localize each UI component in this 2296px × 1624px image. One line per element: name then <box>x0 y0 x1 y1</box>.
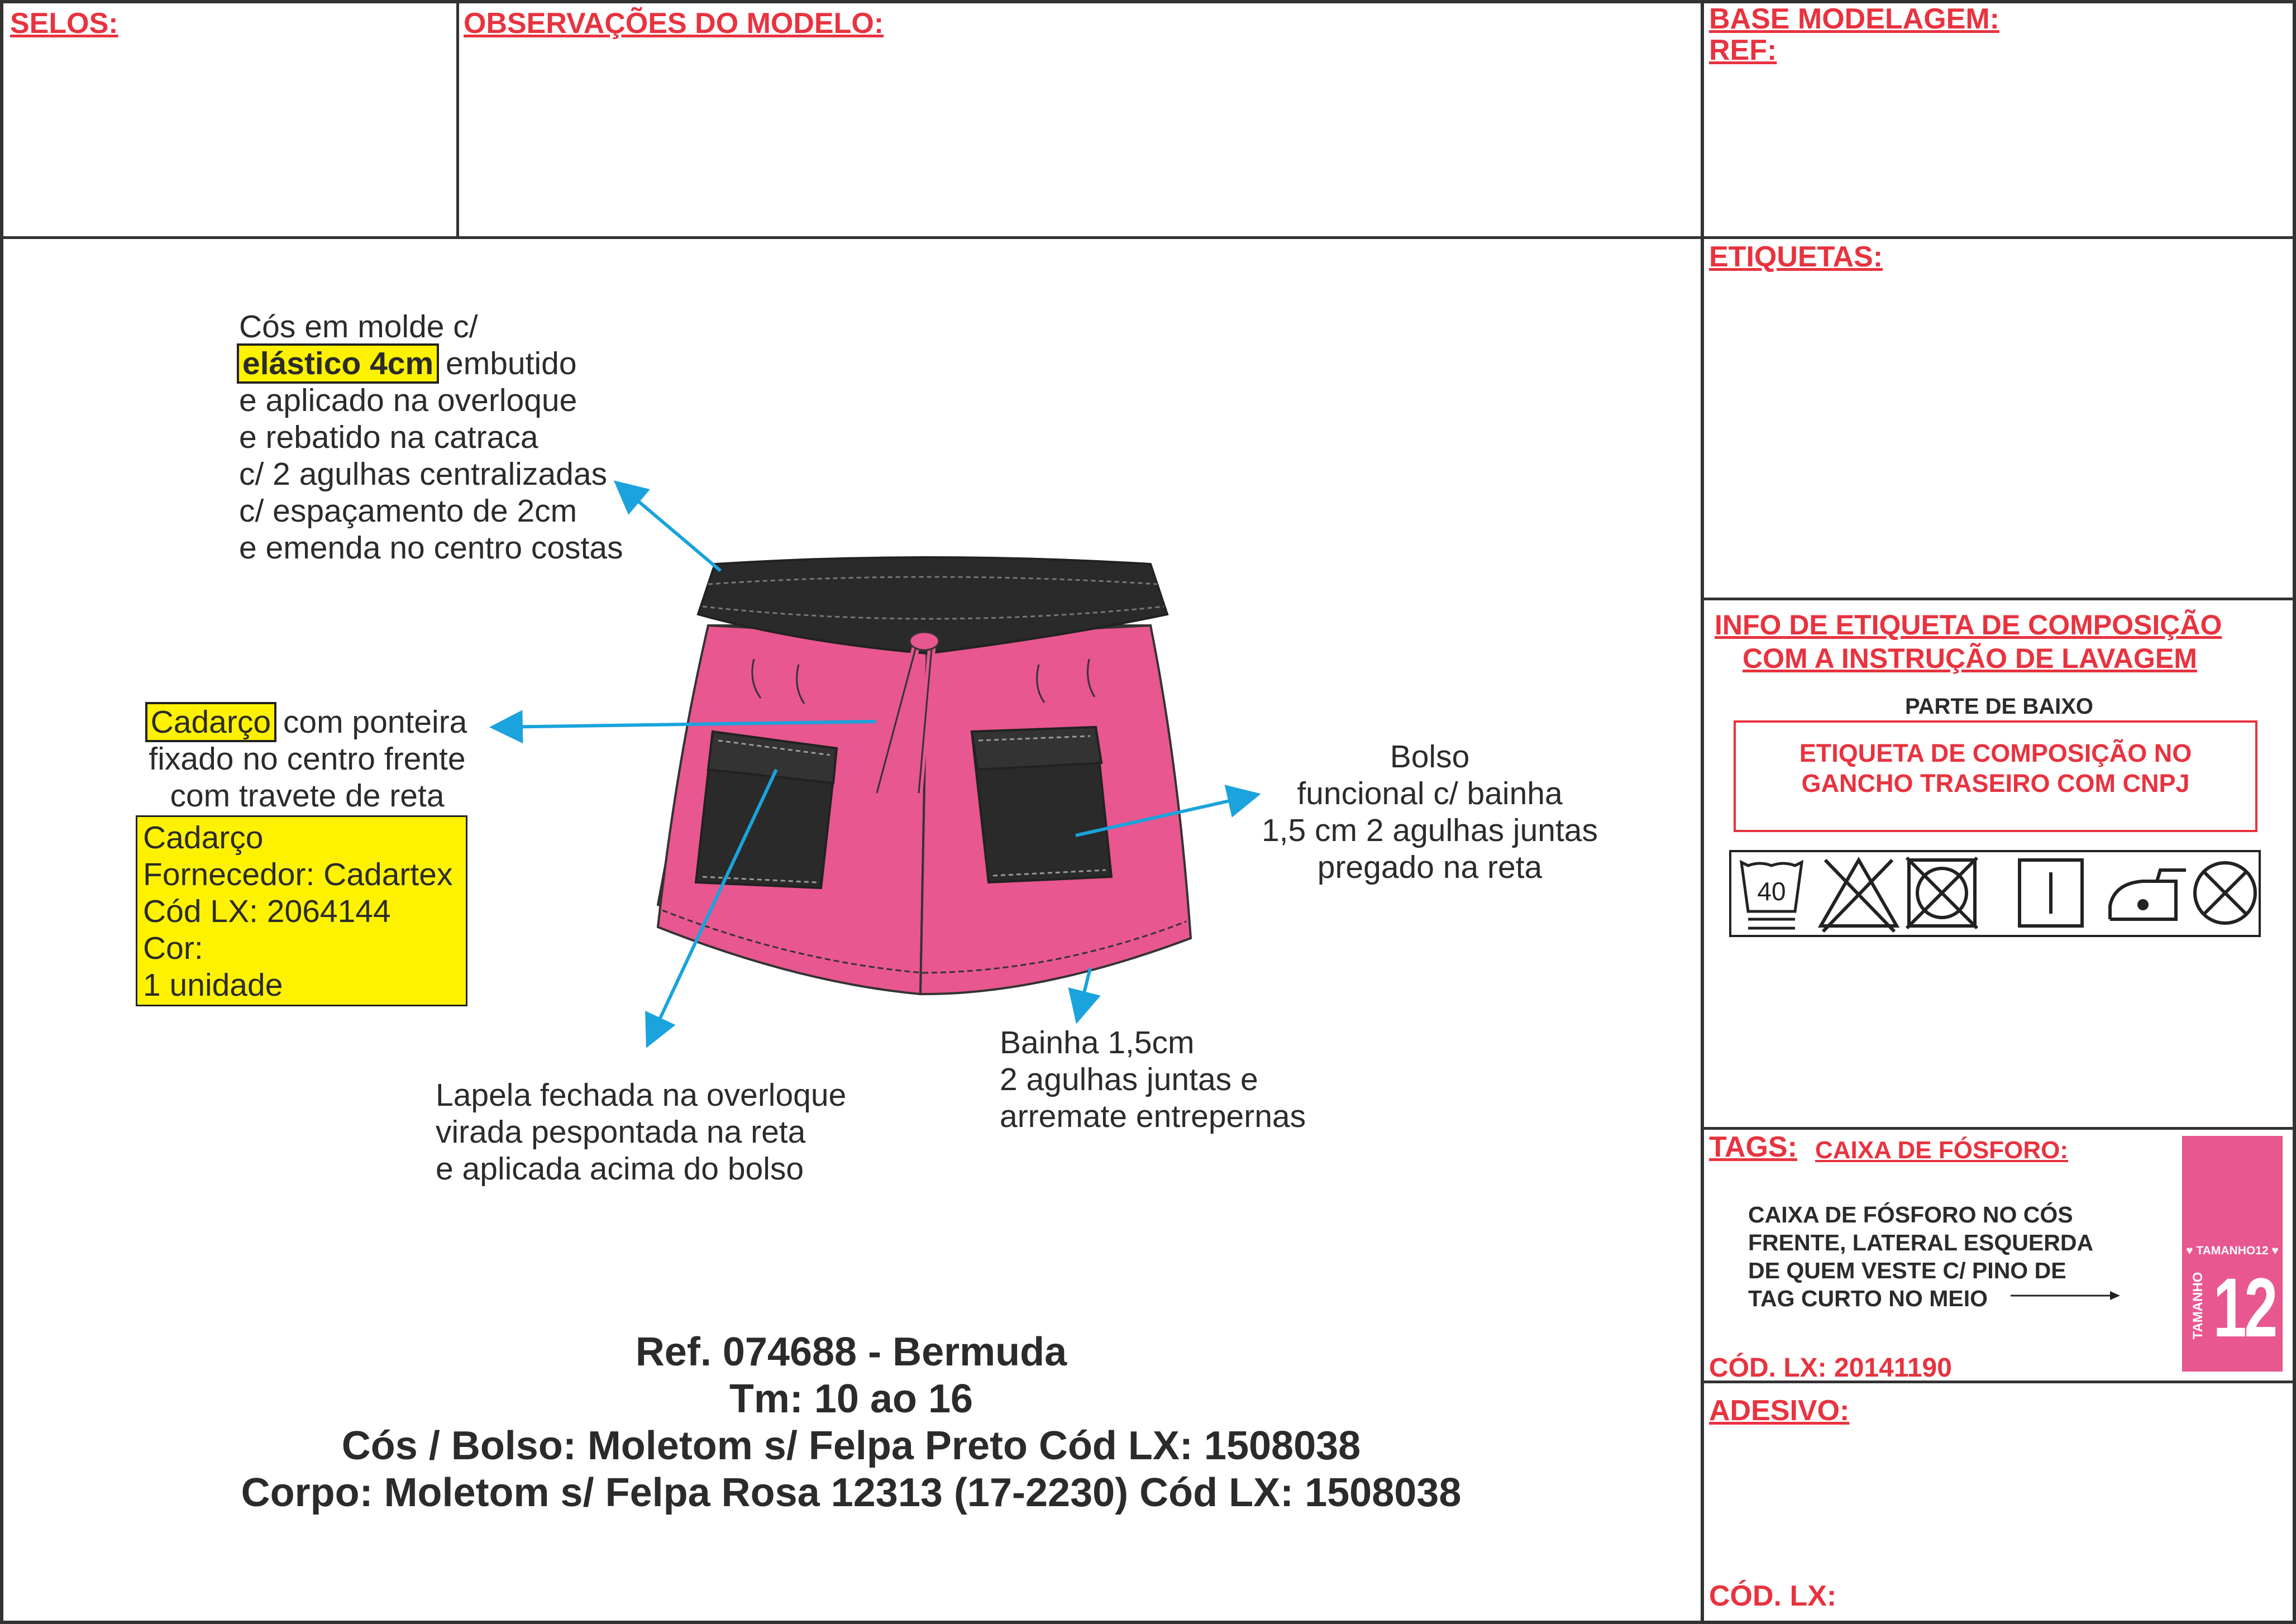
supplier-line: Cód LX: 2064144 <box>143 894 391 929</box>
cadarco-line: fixado no centro frente <box>149 741 466 777</box>
bainha-line: Bainha 1,5cm <box>1000 1025 1195 1061</box>
cadarco-highlight: Cadarço <box>147 704 274 740</box>
heart-icon: ♥ <box>2186 1244 2193 1257</box>
cos-line: e emenda no centro costas <box>239 530 623 566</box>
tag-note-line: FRENTE, LATERAL ESQUERDA <box>1748 1230 2094 1255</box>
spec-ref: Ref. 074688 - Bermuda <box>635 1330 1067 1374</box>
info-title-2: COM A INSTRUÇÃO DE LAVAGEM <box>1743 643 2197 674</box>
info-title-1: INFO DE ETIQUETA DE COMPOSIÇÃO <box>1715 609 2222 641</box>
elastico-highlight: elástico 4cm <box>239 346 437 381</box>
cos-line: embutido <box>437 346 577 381</box>
etiquetas-header: ETIQUETAS: <box>1709 241 1883 273</box>
cos-line: e aplicado na overloque <box>239 383 577 418</box>
divider-etiquetas <box>1702 598 2296 600</box>
parte-de-baixo-label: PARTE DE BAIXO <box>1904 694 2094 719</box>
supplier-line: Cor: <box>143 930 203 966</box>
arrow-lapela <box>649 770 776 1042</box>
size-tag-top-label <box>2182 1244 2283 1258</box>
cos-line: e rebatido na catraca <box>239 419 538 455</box>
cadarco-line: com travete de reta <box>170 778 445 814</box>
tags-header: TAGS: <box>1709 1131 1797 1163</box>
tag-note-line: CAIXA DE FÓSFORO NO CÓS <box>1748 1202 2073 1227</box>
heart-icon: ♥ <box>2271 1244 2279 1257</box>
cod-lx-adesivo: CÓD. LX: <box>1709 1580 1837 1612</box>
adesivo-header: ADESIVO: <box>1709 1394 1850 1427</box>
lapela-line: virada pespontada na reta <box>436 1114 806 1150</box>
spec-size: Tm: 10 ao 16 <box>729 1377 973 1421</box>
composicao-box <box>1734 720 2257 832</box>
arrow-cadarco <box>496 722 876 727</box>
care-symbols <box>1729 850 2261 937</box>
do-not-tumble-dry-icon <box>1907 858 1977 928</box>
cod-lx-tag: CÓD. LX: 20141190 <box>1709 1353 1952 1383</box>
size-tag-top-text: TAMANHO12 <box>2196 1244 2269 1257</box>
bolso-line: pregado na reta <box>1317 849 1543 885</box>
lapela-line: e aplicada acima do bolso <box>436 1151 804 1187</box>
spec-cos-bolso: Cós / Bolso: Moletom s/ Felpa Preto Cód LX: 1508038 <box>341 1424 1361 1468</box>
composicao-line-2: GANCHO TRASEIRO COM CNPJ <box>1801 769 2190 797</box>
lapela-line: Lapela fechada na overloque <box>436 1077 847 1113</box>
divider-info <box>1702 1127 2296 1130</box>
supplier-line: 1 unidade <box>143 967 283 1003</box>
size-tag-number: 12 <box>2213 1260 2276 1354</box>
tag-note-line: TAG CURTO NO MEIO <box>1748 1286 1988 1311</box>
caixa-fosforo-header: CAIXA DE FÓSFORO: <box>1815 1136 2069 1164</box>
cos-line: c/ 2 agulhas centralizadas <box>239 456 608 492</box>
arrow-bolso <box>1076 795 1254 835</box>
tag-arrow <box>2011 1289 2122 1302</box>
wash-temp-text: 40 <box>1757 877 1786 906</box>
cadarco-line: com ponteira <box>274 704 467 740</box>
composicao-line-1: ETIQUETA DE COMPOSIÇÃO NO <box>1799 739 2192 767</box>
supplier-line: Cadarço <box>143 820 264 856</box>
arrow-cos <box>619 485 720 571</box>
size-tag-side-label: TAMANHO <box>2190 1272 2206 1340</box>
base-modelagem-header: BASE MODELAGEM: <box>1709 3 1999 35</box>
supplier-line: Fornecedor: Cadartex <box>143 857 453 892</box>
cos-line: c/ espaçamento de 2cm <box>239 493 577 529</box>
bolso-line: 1,5 cm 2 agulhas juntas <box>1261 813 1598 848</box>
ref-header: REF: <box>1709 34 1777 66</box>
selos-header: SELOS: <box>10 7 118 40</box>
bolso-line: funcional c/ bainha <box>1297 776 1563 811</box>
spec-corpo: Corpo: Moletom s/ Felpa Rosa 12313 (17-2230) Cód LX: 1508038 <box>241 1470 1462 1515</box>
tag-note-line: DE QUEM VESTE C/ PINO DE <box>1748 1258 2066 1283</box>
arrow-bainha <box>1078 968 1090 1018</box>
bainha-line: 2 agulhas juntas e <box>1000 1062 1258 1097</box>
bainha-line: arremate entrepernas <box>1000 1098 1306 1134</box>
bolso-line: Bolso <box>1390 739 1470 775</box>
size-tag <box>2182 1136 2283 1372</box>
cos-line: Cós em molde c/ <box>239 309 478 345</box>
observacoes-header: OBSERVAÇÕES DO MODELO: <box>464 7 884 40</box>
